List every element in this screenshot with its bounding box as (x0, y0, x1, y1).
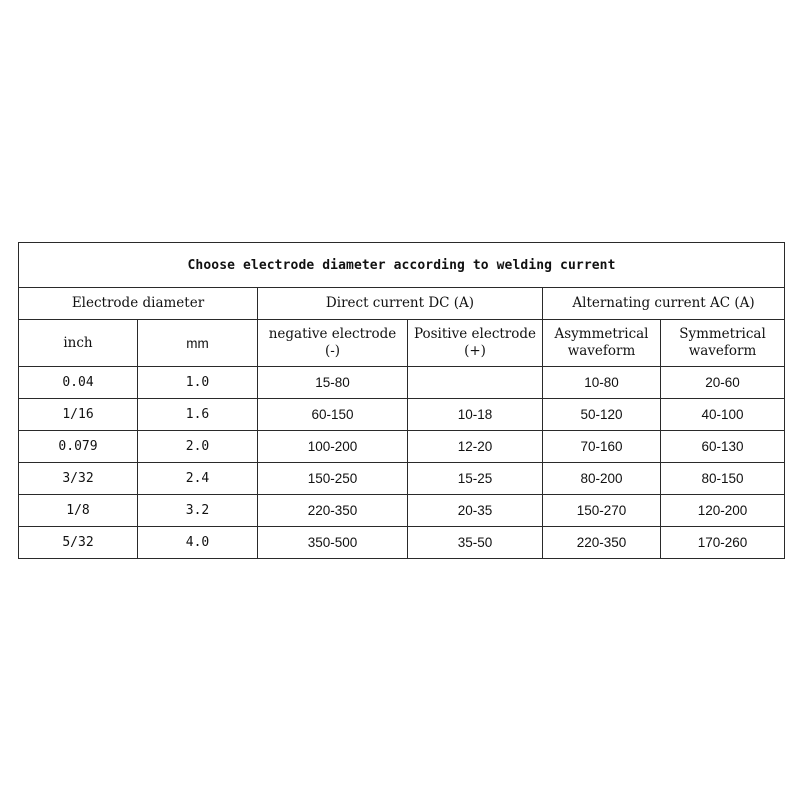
cell-dc-negative: 220-350 (258, 495, 408, 527)
cell-ac-asymmetrical: 70-160 (543, 431, 661, 463)
cell-inch: 1/8 (19, 495, 138, 527)
table-row (19, 527, 785, 559)
cell-ac-symmetrical: 80-150 (661, 463, 785, 495)
table-row (19, 495, 785, 527)
group-header-diameter: Electrode diameter (19, 288, 258, 320)
subheader-dc-positive: Positive electrode (+) (408, 320, 543, 367)
cell-ac-asymmetrical: 80-200 (543, 463, 661, 495)
cell-dc-positive: 15-25 (408, 463, 543, 495)
subheader-mm: mm (138, 320, 258, 367)
table-row (19, 431, 785, 463)
cell-dc-negative: 15-80 (258, 367, 408, 399)
subheader-dc-negative: negative electrode (-) (258, 320, 408, 367)
table-body (19, 367, 785, 559)
cell-dc-negative: 150-250 (258, 463, 408, 495)
table-title: Choose electrode diameter according to welding current (19, 243, 785, 288)
cell-mm: 1.0 (138, 367, 258, 399)
cell-ac-symmetrical: 170-260 (661, 527, 785, 559)
cell-inch: 5/32 (19, 527, 138, 559)
cell-dc-positive: 20-35 (408, 495, 543, 527)
cell-dc-negative: 350-500 (258, 527, 408, 559)
cell-ac-symmetrical: 60-130 (661, 431, 785, 463)
cell-mm: 2.0 (138, 431, 258, 463)
cell-ac-symmetrical: 120-200 (661, 495, 785, 527)
table-row (19, 367, 785, 399)
cell-mm: 1.6 (138, 399, 258, 431)
cell-dc-positive (408, 367, 543, 399)
group-header-dc: Direct current DC (A) (258, 288, 543, 320)
cell-mm: 2.4 (138, 463, 258, 495)
cell-mm: 4.0 (138, 527, 258, 559)
electrode-current-table (18, 242, 785, 559)
cell-ac-symmetrical: 20-60 (661, 367, 785, 399)
subheader-inch: inch (19, 320, 138, 367)
cell-dc-positive: 35-50 (408, 527, 543, 559)
cell-dc-negative: 60-150 (258, 399, 408, 431)
cell-dc-positive: 12-20 (408, 431, 543, 463)
cell-inch: 1/16 (19, 399, 138, 431)
cell-dc-negative: 100-200 (258, 431, 408, 463)
cell-mm: 3.2 (138, 495, 258, 527)
table-row (19, 399, 785, 431)
cell-dc-positive: 10-18 (408, 399, 543, 431)
cell-ac-asymmetrical: 150-270 (543, 495, 661, 527)
subheader-ac-asymmetrical: Asymmetrical waveform (543, 320, 661, 367)
group-header-ac: Alternating current AC (A) (543, 288, 785, 320)
cell-ac-asymmetrical: 10-80 (543, 367, 661, 399)
cell-ac-asymmetrical: 50-120 (543, 399, 661, 431)
subheader-ac-symmetrical: Symmetrical waveform (661, 320, 785, 367)
cell-inch: 0.04 (19, 367, 138, 399)
table-row (19, 463, 785, 495)
cell-ac-asymmetrical: 220-350 (543, 527, 661, 559)
cell-inch: 0.079 (19, 431, 138, 463)
cell-ac-symmetrical: 40-100 (661, 399, 785, 431)
cell-inch: 3/32 (19, 463, 138, 495)
